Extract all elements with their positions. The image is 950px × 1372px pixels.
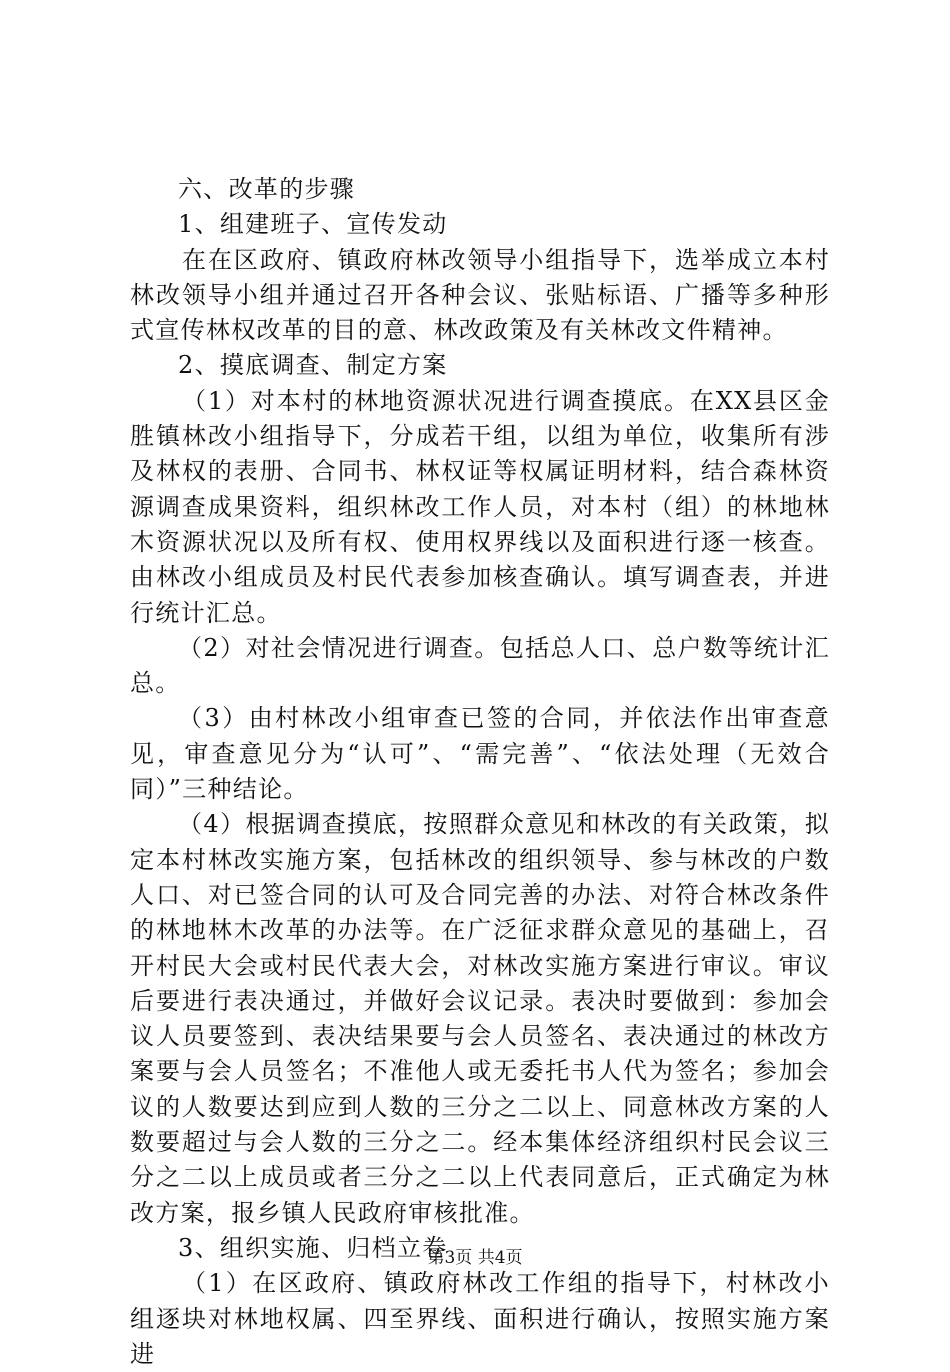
body-paragraph: （2）对社会情况进行调查。包括总人口、总户数等统计汇总。 — [130, 633, 830, 698]
section-heading: 六、改革的步骤 — [178, 175, 356, 203]
subsection-heading: 3、组织实施、归档立卷 — [178, 1233, 448, 1262]
body-paragraph: 在在区政府、镇政府林改领导小组指导下，选举成立本村林改领导小组并通过召开各种会议、张贴标语、广播等多种形式宣传林权改革的目的意、林改政策及有关林改文件精神。 — [130, 245, 830, 345]
body-paragraph: （3）由村林改小组审查已签的合同，并依法作出审查意见，审查意见分为“认可”、“需完善”、“依法处理（无效合同）”三种结论。 — [130, 704, 830, 804]
body-paragraph: （1）对本村的林地资源状况进行调查摸底。在XX县区金胜镇林改小组指导下，分成若干组，以组为单位，收集所有涉及林权的表册、合同书、林权证等权属证明材料，结合森林资源调查成果资料，组织林改工作人员，对本村（组）的林地林木资源状况以及所有权、使用权界线以及面积进行逐一核查。由林改小组成员及村民代表参加核查确认。填写调查表，并进行统计汇总。 — [130, 386, 830, 627]
subsection-heading: 1、组建班子、宣传发动 — [178, 210, 448, 239]
body-paragraph: （1）在区政府、镇政府林改工作组的指导下，村林改小组逐块对林地权属、四至界线、面积进行确认，按照实施方案进 — [130, 1269, 830, 1368]
subsection-heading: 2、摸底调查、制定方案 — [178, 351, 448, 380]
page-number-footer: 第3页 共4页 — [427, 1248, 523, 1268]
document-body — [130, 172, 830, 1372]
body-paragraph: （4）根据调查摸底，按照群众意见和林改的有关政策，拟定本村林改实施方案，包括林改的组织领导、参与林改的户数人口、对已签合同的认可及合同完善的办法、对符合林改条件的林地林木改革的办法等。在广泛征求群众意见的基础上，召开村民大会或村民代表大会，对林改实施方案进行审议。审议后要进行表决通过，并做好会议记录。表决时要做到：参加会议人员要签到、表决结果要与会人员签名、表决通过的林改方案要与会人员签名；不准他人或无委托书人代为签名；参加会议的人数要达到应到人数的三分之二以上、同意林改方案的人数要超过与会人数的三分之二。经本集体经济组织村民会议三分之二以上成员或者三分之二以上代表同意后，正式确定为林改方案，报乡镇人民政府审核批准。 — [130, 810, 830, 1227]
